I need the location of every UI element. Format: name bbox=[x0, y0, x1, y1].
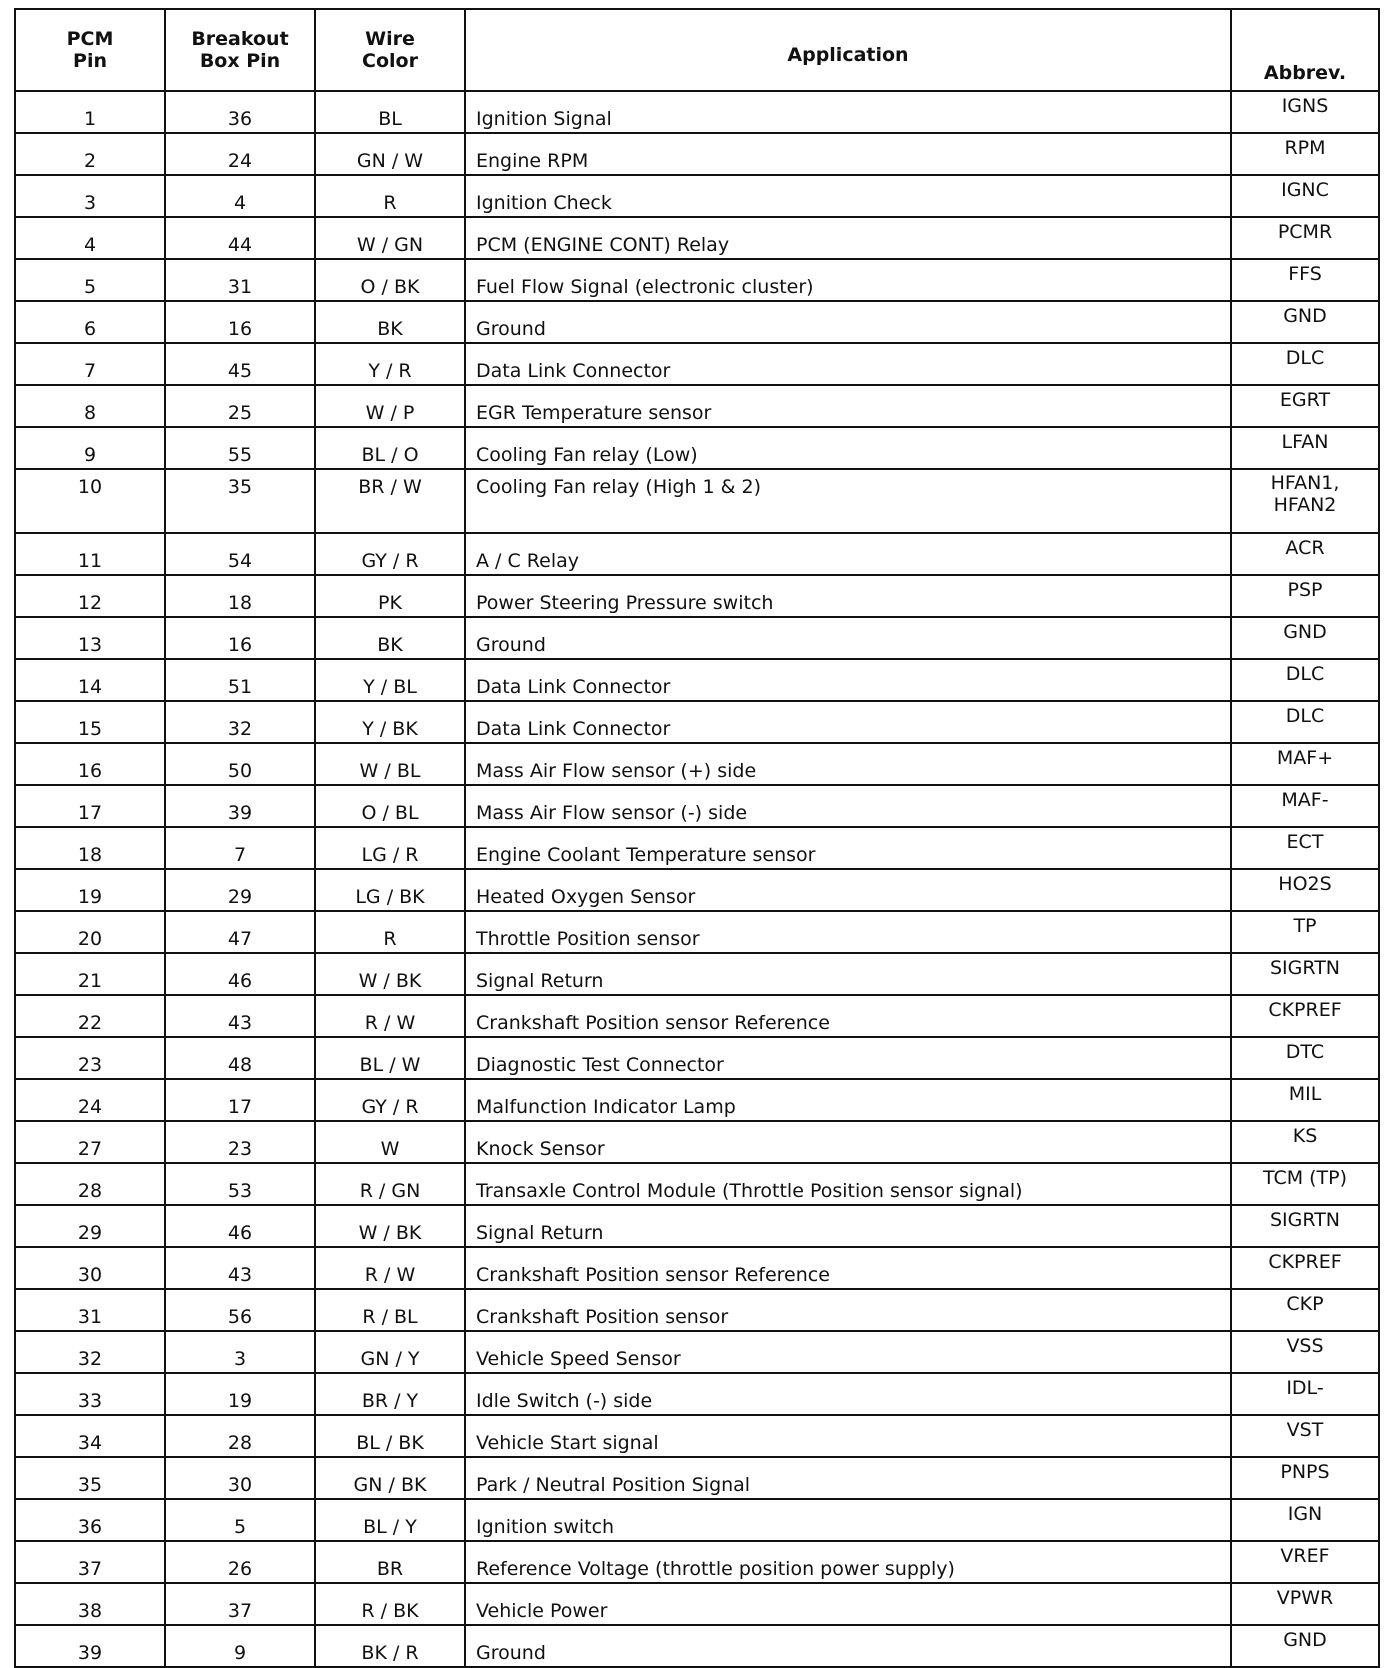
abbrev-cell: IGNC bbox=[1231, 175, 1379, 217]
breakout-pin-cell: 50 bbox=[165, 743, 315, 785]
abbrev-cell: RPM bbox=[1231, 133, 1379, 175]
breakout-pin-cell: 55 bbox=[165, 427, 315, 469]
table-row bbox=[15, 953, 1379, 995]
table-row bbox=[15, 91, 1379, 133]
table-row bbox=[15, 659, 1379, 701]
pcm-pin-cell: 20 bbox=[15, 911, 165, 953]
wire-color-cell: Y / R bbox=[315, 343, 465, 385]
application-cell: Ignition switch bbox=[465, 1499, 1231, 1541]
breakout-pin-cell: 56 bbox=[165, 1289, 315, 1331]
breakout-pin-cell: 28 bbox=[165, 1415, 315, 1457]
wire-color-cell: BL bbox=[315, 91, 465, 133]
abbrev-cell: PCMR bbox=[1231, 217, 1379, 259]
table-row bbox=[15, 1373, 1379, 1415]
breakout-pin-cell: 37 bbox=[165, 1583, 315, 1625]
table-row bbox=[15, 995, 1379, 1037]
application-cell: Vehicle Speed Sensor bbox=[465, 1331, 1231, 1373]
abbrev-cell: CKPREF bbox=[1231, 1247, 1379, 1289]
abbrev-cell: MIL bbox=[1231, 1079, 1379, 1121]
wire-color-cell: BR / Y bbox=[315, 1373, 465, 1415]
wire-color-cell: BL / Y bbox=[315, 1499, 465, 1541]
table-row bbox=[15, 133, 1379, 175]
pcm-pin-cell: 28 bbox=[15, 1163, 165, 1205]
breakout-pin-cell: 16 bbox=[165, 617, 315, 659]
breakout-pin-cell: 54 bbox=[165, 533, 315, 575]
breakout-pin-cell: 44 bbox=[165, 217, 315, 259]
pcm-pin-cell: 37 bbox=[15, 1541, 165, 1583]
wire-color-cell: O / BL bbox=[315, 785, 465, 827]
pcm-pin-cell: 17 bbox=[15, 785, 165, 827]
application-cell: Ground bbox=[465, 1625, 1231, 1667]
application-cell: Mass Air Flow sensor (-) side bbox=[465, 785, 1231, 827]
pcm-pin-cell: 3 bbox=[15, 175, 165, 217]
wire-color-cell: W / BK bbox=[315, 953, 465, 995]
abbrev-cell: EGRT bbox=[1231, 385, 1379, 427]
breakout-pin-cell: 46 bbox=[165, 1205, 315, 1247]
wire-color-cell: GY / R bbox=[315, 533, 465, 575]
abbrev-cell: GND bbox=[1231, 617, 1379, 659]
abbrev-cell: VREF bbox=[1231, 1541, 1379, 1583]
application-cell: Crankshaft Position sensor Reference bbox=[465, 995, 1231, 1037]
wire-color-cell: GY / R bbox=[315, 1079, 465, 1121]
application-cell: Mass Air Flow sensor (+) side bbox=[465, 743, 1231, 785]
abbrev-cell: SIGRTN bbox=[1231, 953, 1379, 995]
breakout-pin-cell: 3 bbox=[165, 1331, 315, 1373]
breakout-pin-cell: 9 bbox=[165, 1625, 315, 1667]
pcm-pin-cell: 9 bbox=[15, 427, 165, 469]
application-cell: A / C Relay bbox=[465, 533, 1231, 575]
abbrev-cell: DLC bbox=[1231, 343, 1379, 385]
wire-color-cell: BL / BK bbox=[315, 1415, 465, 1457]
wire-color-cell: R / BK bbox=[315, 1583, 465, 1625]
wire-color-cell: W / BK bbox=[315, 1205, 465, 1247]
abbrev-cell: VPWR bbox=[1231, 1583, 1379, 1625]
table-row bbox=[15, 1163, 1379, 1205]
wire-color-cell: R bbox=[315, 175, 465, 217]
wire-color-cell: W / BL bbox=[315, 743, 465, 785]
header-breakout-pin: Breakout Box Pin bbox=[165, 9, 315, 91]
wire-color-cell: GN / BK bbox=[315, 1457, 465, 1499]
pcm-pin-cell: 36 bbox=[15, 1499, 165, 1541]
application-cell: Crankshaft Position sensor bbox=[465, 1289, 1231, 1331]
application-cell: Knock Sensor bbox=[465, 1121, 1231, 1163]
application-cell: Park / Neutral Position Signal bbox=[465, 1457, 1231, 1499]
wire-color-cell: R bbox=[315, 911, 465, 953]
abbrev-cell: VST bbox=[1231, 1415, 1379, 1457]
wire-color-cell: BR bbox=[315, 1541, 465, 1583]
application-cell: Reference Voltage (throttle position power supply) bbox=[465, 1541, 1231, 1583]
abbrev-cell: GND bbox=[1231, 1625, 1379, 1667]
pcm-pin-cell: 38 bbox=[15, 1583, 165, 1625]
breakout-pin-cell: 23 bbox=[165, 1121, 315, 1163]
application-cell: Diagnostic Test Connector bbox=[465, 1037, 1231, 1079]
wire-color-cell: R / W bbox=[315, 995, 465, 1037]
application-cell: Idle Switch (-) side bbox=[465, 1373, 1231, 1415]
wire-color-cell: LG / R bbox=[315, 827, 465, 869]
abbrev-cell: CKPREF bbox=[1231, 995, 1379, 1037]
wire-color-cell: O / BK bbox=[315, 259, 465, 301]
abbrev-cell: DLC bbox=[1231, 701, 1379, 743]
pcm-pin-cell: 19 bbox=[15, 869, 165, 911]
table-row bbox=[15, 1499, 1379, 1541]
abbrev-cell: LFAN bbox=[1231, 427, 1379, 469]
abbrev-cell: IDL- bbox=[1231, 1373, 1379, 1415]
abbrev-cell: ACR bbox=[1231, 533, 1379, 575]
pcm-pin-cell: 16 bbox=[15, 743, 165, 785]
pcm-pin-cell: 7 bbox=[15, 343, 165, 385]
breakout-pin-cell: 7 bbox=[165, 827, 315, 869]
application-cell: Engine Coolant Temperature sensor bbox=[465, 827, 1231, 869]
table-body bbox=[15, 91, 1379, 1667]
abbrev-cell: DLC bbox=[1231, 659, 1379, 701]
application-cell: Ground bbox=[465, 617, 1231, 659]
table-row bbox=[15, 385, 1379, 427]
breakout-pin-cell: 43 bbox=[165, 1247, 315, 1289]
table-row bbox=[15, 1583, 1379, 1625]
application-cell: PCM (ENGINE CONT) Relay bbox=[465, 217, 1231, 259]
table-row bbox=[15, 1247, 1379, 1289]
breakout-pin-cell: 5 bbox=[165, 1499, 315, 1541]
table-row bbox=[15, 533, 1379, 575]
table-row bbox=[15, 427, 1379, 469]
wire-color-cell: Y / BL bbox=[315, 659, 465, 701]
table-row bbox=[15, 217, 1379, 259]
breakout-pin-cell: 25 bbox=[165, 385, 315, 427]
application-cell: Engine RPM bbox=[465, 133, 1231, 175]
wire-color-cell: R / W bbox=[315, 1247, 465, 1289]
pcm-pin-cell: 15 bbox=[15, 701, 165, 743]
pcm-pin-cell: 35 bbox=[15, 1457, 165, 1499]
breakout-pin-cell: 43 bbox=[165, 995, 315, 1037]
table-row bbox=[15, 175, 1379, 217]
pcm-pin-cell: 2 bbox=[15, 133, 165, 175]
wire-color-cell: R / GN bbox=[315, 1163, 465, 1205]
table-row bbox=[15, 1625, 1379, 1667]
pcm-pin-cell: 30 bbox=[15, 1247, 165, 1289]
wire-color-cell: BK bbox=[315, 301, 465, 343]
pcm-pin-cell: 14 bbox=[15, 659, 165, 701]
header-wire-color: Wire Color bbox=[315, 9, 465, 91]
wire-color-cell: W / P bbox=[315, 385, 465, 427]
pcm-pin-cell: 24 bbox=[15, 1079, 165, 1121]
pcm-pin-cell: 33 bbox=[15, 1373, 165, 1415]
wire-color-cell: W bbox=[315, 1121, 465, 1163]
pcm-pin-cell: 27 bbox=[15, 1121, 165, 1163]
table-row bbox=[15, 743, 1379, 785]
breakout-pin-cell: 46 bbox=[165, 953, 315, 995]
table-row bbox=[15, 1541, 1379, 1583]
application-cell: Malfunction Indicator Lamp bbox=[465, 1079, 1231, 1121]
application-cell: Cooling Fan relay (High 1 & 2) bbox=[465, 469, 1231, 533]
pcm-pin-cell: 5 bbox=[15, 259, 165, 301]
table-row bbox=[15, 1457, 1379, 1499]
abbrev-cell: TP bbox=[1231, 911, 1379, 953]
application-cell: Vehicle Power bbox=[465, 1583, 1231, 1625]
wire-color-cell: BL / W bbox=[315, 1037, 465, 1079]
breakout-pin-cell: 35 bbox=[165, 469, 315, 533]
application-cell: Vehicle Start signal bbox=[465, 1415, 1231, 1457]
application-cell: EGR Temperature sensor bbox=[465, 385, 1231, 427]
abbrev-cell: PSP bbox=[1231, 575, 1379, 617]
table-row bbox=[15, 1415, 1379, 1457]
table-row bbox=[15, 617, 1379, 659]
pcm-pin-cell: 1 bbox=[15, 91, 165, 133]
pcm-pin-cell: 8 bbox=[15, 385, 165, 427]
table-row bbox=[15, 1121, 1379, 1163]
application-cell: Signal Return bbox=[465, 953, 1231, 995]
breakout-pin-cell: 31 bbox=[165, 259, 315, 301]
table-row bbox=[15, 1331, 1379, 1373]
application-cell: Ground bbox=[465, 301, 1231, 343]
table-row bbox=[15, 301, 1379, 343]
wire-color-cell: BK bbox=[315, 617, 465, 659]
breakout-pin-cell: 4 bbox=[165, 175, 315, 217]
wire-color-cell: W / GN bbox=[315, 217, 465, 259]
pcm-pin-cell: 31 bbox=[15, 1289, 165, 1331]
table-row bbox=[15, 1205, 1379, 1247]
pcm-pin-cell: 11 bbox=[15, 533, 165, 575]
application-cell: Throttle Position sensor bbox=[465, 911, 1231, 953]
breakout-pin-cell: 29 bbox=[165, 869, 315, 911]
application-cell: Signal Return bbox=[465, 1205, 1231, 1247]
breakout-pin-cell: 53 bbox=[165, 1163, 315, 1205]
pcm-pin-cell: 21 bbox=[15, 953, 165, 995]
header-row bbox=[15, 9, 1379, 91]
table-row bbox=[15, 701, 1379, 743]
pcm-pin-cell: 23 bbox=[15, 1037, 165, 1079]
abbrev-cell: ECT bbox=[1231, 827, 1379, 869]
abbrev-cell: TCM (TP) bbox=[1231, 1163, 1379, 1205]
abbrev-cell: GND bbox=[1231, 301, 1379, 343]
table-row bbox=[15, 911, 1379, 953]
pcm-pin-cell: 10 bbox=[15, 469, 165, 533]
pcm-pin-cell: 13 bbox=[15, 617, 165, 659]
breakout-pin-cell: 45 bbox=[165, 343, 315, 385]
abbrev-cell: PNPS bbox=[1231, 1457, 1379, 1499]
abbrev-cell: VSS bbox=[1231, 1331, 1379, 1373]
wire-color-cell: Y / BK bbox=[315, 701, 465, 743]
abbrev-cell: KS bbox=[1231, 1121, 1379, 1163]
table-row bbox=[15, 1079, 1379, 1121]
pcm-pin-cell: 32 bbox=[15, 1331, 165, 1373]
breakout-pin-cell: 19 bbox=[165, 1373, 315, 1415]
application-cell: Data Link Connector bbox=[465, 343, 1231, 385]
abbrev-cell: DTC bbox=[1231, 1037, 1379, 1079]
abbrev-cell: MAF- bbox=[1231, 785, 1379, 827]
breakout-pin-cell: 48 bbox=[165, 1037, 315, 1079]
wire-color-cell: LG / BK bbox=[315, 869, 465, 911]
abbrev-cell: IGN bbox=[1231, 1499, 1379, 1541]
breakout-pin-cell: 17 bbox=[165, 1079, 315, 1121]
pcm-pin-cell: 4 bbox=[15, 217, 165, 259]
pcm-pin-cell: 18 bbox=[15, 827, 165, 869]
breakout-pin-cell: 51 bbox=[165, 659, 315, 701]
breakout-pin-cell: 39 bbox=[165, 785, 315, 827]
header-pcm-pin: PCM Pin bbox=[15, 9, 165, 91]
pin-table bbox=[14, 8, 1380, 1668]
breakout-pin-cell: 16 bbox=[165, 301, 315, 343]
application-cell: Fuel Flow Signal (electronic cluster) bbox=[465, 259, 1231, 301]
table-row bbox=[15, 869, 1379, 911]
breakout-pin-cell: 32 bbox=[165, 701, 315, 743]
table-row bbox=[15, 343, 1379, 385]
table-row bbox=[15, 827, 1379, 869]
wire-color-cell: BK / R bbox=[315, 1625, 465, 1667]
abbrev-cell: HFAN1, HFAN2 bbox=[1231, 469, 1379, 533]
wire-color-cell: R / BL bbox=[315, 1289, 465, 1331]
wire-color-cell: BR / W bbox=[315, 469, 465, 533]
breakout-pin-cell: 36 bbox=[165, 91, 315, 133]
abbrev-cell: HO2S bbox=[1231, 869, 1379, 911]
pcm-pin-cell: 29 bbox=[15, 1205, 165, 1247]
application-cell: Cooling Fan relay (Low) bbox=[465, 427, 1231, 469]
table-row bbox=[15, 469, 1379, 533]
pcm-pin-cell: 34 bbox=[15, 1415, 165, 1457]
application-cell: Data Link Connector bbox=[465, 701, 1231, 743]
abbrev-cell: SIGRTN bbox=[1231, 1205, 1379, 1247]
wire-color-cell: BL / O bbox=[315, 427, 465, 469]
table-row bbox=[15, 1289, 1379, 1331]
pcm-pin-cell: 39 bbox=[15, 1625, 165, 1667]
application-cell: Heated Oxygen Sensor bbox=[465, 869, 1231, 911]
abbrev-cell: FFS bbox=[1231, 259, 1379, 301]
table-row bbox=[15, 1037, 1379, 1079]
abbrev-cell: CKP bbox=[1231, 1289, 1379, 1331]
pcm-pin-cell: 6 bbox=[15, 301, 165, 343]
application-cell: Ignition Check bbox=[465, 175, 1231, 217]
abbrev-cell: MAF+ bbox=[1231, 743, 1379, 785]
breakout-pin-cell: 30 bbox=[165, 1457, 315, 1499]
wire-color-cell: PK bbox=[315, 575, 465, 617]
abbrev-cell: IGNS bbox=[1231, 91, 1379, 133]
wire-color-cell: GN / Y bbox=[315, 1331, 465, 1373]
breakout-pin-cell: 26 bbox=[165, 1541, 315, 1583]
breakout-pin-cell: 24 bbox=[165, 133, 315, 175]
application-cell: Power Steering Pressure switch bbox=[465, 575, 1231, 617]
application-cell: Transaxle Control Module (Throttle Position sensor signal) bbox=[465, 1163, 1231, 1205]
pcm-pin-cell: 12 bbox=[15, 575, 165, 617]
table-row bbox=[15, 785, 1379, 827]
breakout-pin-cell: 47 bbox=[165, 911, 315, 953]
header-abbrev: Abbrev. bbox=[1231, 9, 1379, 91]
pcm-pin-cell: 22 bbox=[15, 995, 165, 1037]
wire-color-cell: GN / W bbox=[315, 133, 465, 175]
header-application: Application bbox=[465, 9, 1231, 91]
application-cell: Crankshaft Position sensor Reference bbox=[465, 1247, 1231, 1289]
application-cell: Data Link Connector bbox=[465, 659, 1231, 701]
table-row bbox=[15, 259, 1379, 301]
breakout-pin-cell: 18 bbox=[165, 575, 315, 617]
application-cell: Ignition Signal bbox=[465, 91, 1231, 133]
table-row bbox=[15, 575, 1379, 617]
